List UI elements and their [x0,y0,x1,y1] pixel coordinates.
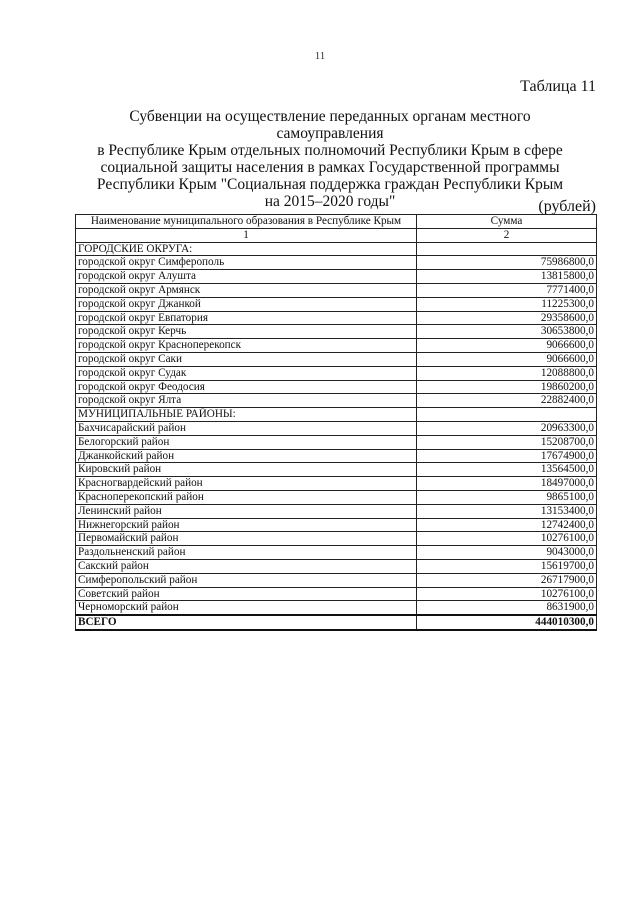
total-label: ВСЕГО [76,615,417,630]
amount-value: 11225300,0 [417,297,597,311]
amount-value: 15619700,0 [417,559,597,573]
municipality-name: Нижнегорский район [76,518,417,532]
municipality-name: Бахчисарайский район [76,421,417,435]
table-row [76,283,597,297]
table-row [76,587,597,601]
municipality-name: Джанкойский район [76,449,417,463]
amount-value: 10276100,0 [417,532,597,546]
table-row [76,601,597,615]
table-row [76,435,597,449]
table-row [76,546,597,560]
section-label: ГОРОДСКИЕ ОКРУГА: [76,242,417,256]
table-caption: Таблица 11 [520,78,596,95]
municipality-name: Симферопольский район [76,573,417,587]
title-line: в Республике Крым отдельных полномочий Республики Крым в сфере [97,142,563,159]
municipality-name: Советский район [76,587,417,601]
table-row [76,270,597,284]
table-row [76,394,597,408]
table-row [76,532,597,546]
subventions-table [75,214,597,631]
amount-value: 12088800,0 [417,366,597,380]
amount-value: 9066600,0 [417,339,597,353]
table-row [76,463,597,477]
header-name: Наименование муниципального образования в Республике Крым [76,215,417,229]
amount-value: 15208700,0 [417,435,597,449]
table-row [76,449,597,463]
total-row [76,615,597,630]
municipality-name: Красногвардейский район [76,477,417,491]
amount-value: 26717900,0 [417,573,597,587]
amount-value: 13153400,0 [417,504,597,518]
table-row [76,477,597,491]
municipality-name: городской округ Джанкой [76,297,417,311]
municipality-name: городской округ Алушта [76,270,417,284]
amount-value: 9066600,0 [417,352,597,366]
title-line: Республики Крым "Социальная поддержка граждан Республики Крым [96,176,564,193]
table-row [76,504,597,518]
table-row [76,297,597,311]
section-label: МУНИЦИПАЛЬНЫЕ РАЙОНЫ: [76,408,417,422]
document-title [80,108,580,210]
municipality-name: Сакский район [76,559,417,573]
table-row [76,325,597,339]
municipality-name: Черноморский район [76,601,417,615]
table-row [76,518,597,532]
section-row-cities [76,242,597,256]
municipality-name: Первомайский район [76,532,417,546]
municipality-name: городской округ Евпатория [76,311,417,325]
amount-value: 17674900,0 [417,449,597,463]
empty-cell [417,242,597,256]
amount-value: 10276100,0 [417,587,597,601]
empty-cell [417,408,597,422]
amount-value: 29358600,0 [417,311,597,325]
municipality-name: Кировский район [76,463,417,477]
table-row [76,559,597,573]
table-row [76,256,597,270]
amount-value: 20963300,0 [417,421,597,435]
column-number: 1 [76,228,417,242]
amount-value: 9865100,0 [417,490,597,504]
total-amount: 444010300,0 [417,615,597,630]
unit-label: (рублей) [538,198,596,215]
table-row [76,490,597,504]
amount-value: 13815800,0 [417,270,597,284]
table-row [76,339,597,353]
municipality-name: городской округ Феодосия [76,380,417,394]
amount-value: 13564500,0 [417,463,597,477]
table-row [76,311,597,325]
municipality-name: городской округ Судак [76,366,417,380]
header-row [76,215,597,229]
municipality-name: Красноперекопский район [76,490,417,504]
table-row [76,366,597,380]
municipality-name: городской округ Армянск [76,283,417,297]
municipality-name: Ленинский район [76,504,417,518]
page-number: 11 [314,50,326,62]
header-amount: Сумма [417,215,597,229]
amount-value: 75986800,0 [417,256,597,270]
table-row [76,352,597,366]
municipality-name: городской округ Керчь [76,325,417,339]
amount-value: 22882400,0 [417,394,597,408]
title-line: социальной защиты населения в рамках Государственной программы [100,159,560,176]
table-row [76,573,597,587]
table-row [76,421,597,435]
amount-value: 8631900,0 [417,601,597,615]
amount-value: 12742400,0 [417,518,597,532]
amount-value: 19860200,0 [417,380,597,394]
column-number-row [76,228,597,242]
section-row-districts [76,408,597,422]
municipality-name: городской округ Ялта [76,394,417,408]
municipality-name: городской округ Красноперекопск [76,339,417,353]
amount-value: 30653800,0 [417,325,597,339]
table-row [76,380,597,394]
municipality-name: городской округ Саки [76,352,417,366]
amount-value: 18497000,0 [417,477,597,491]
municipality-name: Белогорский район [76,435,417,449]
column-number: 2 [417,228,597,242]
amount-value: 9043000,0 [417,546,597,560]
title-line: на 2015–2020 годы" [264,193,396,210]
title-line: Субвенции на осуществление переданных органам местного самоуправления [129,108,531,142]
municipality-name: Раздольненский район [76,546,417,560]
amount-value: 7771400,0 [417,283,597,297]
municipality-name: городской округ Симферополь [76,256,417,270]
